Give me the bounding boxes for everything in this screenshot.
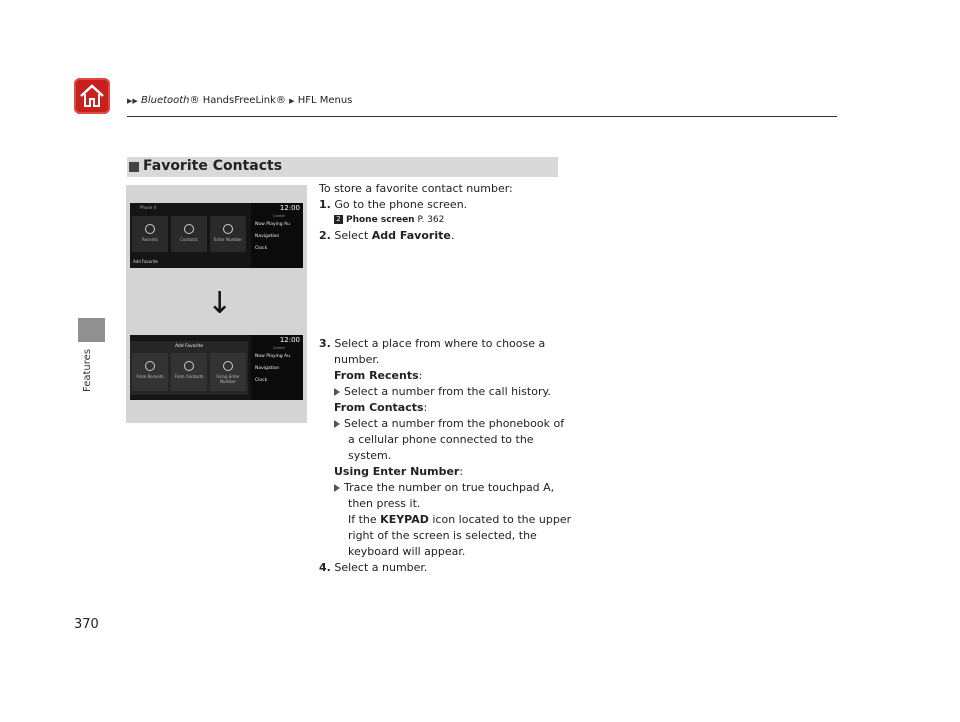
keypad-note [348, 512, 571, 528]
desc-text: then press it. [348, 497, 421, 510]
bullet-arrow-icon [334, 420, 340, 428]
contacts-icon [184, 361, 194, 371]
enter-number-tile [210, 216, 246, 252]
recents-tile [132, 216, 168, 252]
option-name: Using Enter Number [334, 465, 460, 478]
step-emphasis: Add Favorite [371, 229, 451, 242]
phone-status-text: Phone 4 [140, 205, 157, 210]
desc-emphasis: KEYPAD [380, 513, 429, 526]
option-heading: Using Enter Number: [334, 465, 464, 478]
house-glyph [78, 82, 106, 110]
page-number: 370 [74, 617, 99, 632]
add-favorite-label: Add Favorite [133, 259, 158, 264]
clock-icon [145, 361, 155, 371]
option-desc [334, 416, 564, 432]
tile-label: Enter Number [213, 237, 243, 242]
down-arrow-icon: ↓ [207, 286, 233, 321]
breadcrumb-arrow-icon: ▶ [289, 97, 295, 105]
contacts-icon [184, 224, 194, 234]
chapter-label-text: Features [82, 349, 93, 392]
option-heading: From Recents: [334, 369, 423, 382]
step-text: Select a place from where to choose a [334, 337, 546, 350]
add-favorite-screen-image [130, 335, 303, 400]
carrier-text: Carrier [273, 346, 285, 350]
step-2 [319, 228, 454, 244]
right-panel [251, 335, 303, 400]
desc-text: keyboard will appear. [348, 545, 466, 558]
desc-text: a cellular phone connected to the [348, 433, 534, 446]
section-title: Favorite Contacts [143, 158, 283, 174]
step-text: . [450, 229, 455, 242]
breadcrumb-item[interactable]: Bluetooth [140, 95, 190, 106]
breadcrumb [127, 95, 352, 106]
desc-text: Trace the number on true touchpad A, [344, 481, 555, 494]
section-header [127, 157, 558, 177]
desc-text: right of the screen is selected, the [348, 529, 537, 542]
keypad-icon [223, 224, 233, 234]
desc-text: Select a number from the call history. [344, 385, 551, 398]
step-text: number. [334, 353, 380, 366]
option-heading: From Contacts: [334, 401, 428, 414]
clock-text: 12:00 [279, 336, 300, 344]
dialog-title: Add Favorite [174, 344, 204, 349]
step-number: 3. [319, 337, 331, 350]
menu-item: Now Playing Au [255, 222, 290, 227]
add-favorite-dialog [130, 341, 248, 395]
phone-screen-image [130, 203, 303, 268]
step-1 [319, 197, 467, 213]
phone-status-bar [130, 203, 248, 212]
menu-item: Now Playing Au [255, 354, 290, 359]
section-square-icon [129, 162, 139, 172]
desc-text: Select a number from the phonebook of [344, 417, 565, 430]
option-tile [132, 353, 168, 391]
tile-label: Contacts [180, 237, 198, 242]
breadcrumb-item[interactable]: ® HandsFreeLink® [189, 95, 286, 106]
desc-text: system. [348, 449, 392, 462]
step-4 [319, 560, 427, 576]
desc-text: icon located to the upper [428, 513, 572, 526]
contacts-tile [171, 216, 207, 252]
menu-item: Navigation [255, 366, 280, 371]
tile-label: Recents [142, 237, 158, 242]
breadcrumb-arrow-icon: ▶▶ [127, 97, 138, 105]
clock-icon [145, 224, 155, 234]
step-3 [319, 336, 545, 352]
reference-icon: 2 [334, 215, 343, 224]
desc-text: If the [348, 513, 381, 526]
right-panel [251, 203, 303, 268]
bullet-arrow-icon [334, 388, 340, 396]
option-name: From Contacts [334, 401, 424, 414]
option-desc [334, 480, 554, 496]
home-icon[interactable] [74, 78, 110, 114]
bullet-arrow-icon [334, 484, 340, 492]
reference-label[interactable]: Phone screen [346, 215, 415, 225]
step-text: Select a number. [334, 561, 428, 574]
menu-item: Navigation [255, 234, 280, 239]
step-text: Select [334, 229, 372, 242]
option-desc [334, 384, 551, 400]
menu-item: Clock [255, 246, 268, 251]
breadcrumb-item[interactable]: HFL Menus [297, 95, 353, 106]
clock-text: 12:00 [279, 204, 300, 212]
intro-text: To store a favorite contact number: [319, 182, 513, 195]
option-name: From Recents [334, 369, 419, 382]
screen-figure [126, 185, 307, 423]
option-label: From Contacts [174, 374, 204, 379]
page-reference[interactable] [334, 212, 444, 228]
step-text: Go to the phone screen. [334, 198, 468, 211]
chapter-tab[interactable] [78, 318, 105, 342]
keypad-icon [223, 361, 233, 371]
header-divider [127, 116, 837, 117]
option-tile [210, 353, 246, 391]
step-number: 2. [319, 229, 331, 242]
step-number: 1. [319, 198, 331, 211]
option-label: Using Enter Number [216, 374, 240, 384]
step-number: 4. [319, 561, 331, 574]
reference-page[interactable]: P. 362 [417, 215, 445, 225]
option-tile [171, 353, 207, 391]
option-label: From Recents [136, 374, 164, 379]
menu-item: Clock [255, 378, 268, 383]
carrier-text: Carrier [273, 214, 285, 218]
chapter-label [74, 346, 104, 406]
